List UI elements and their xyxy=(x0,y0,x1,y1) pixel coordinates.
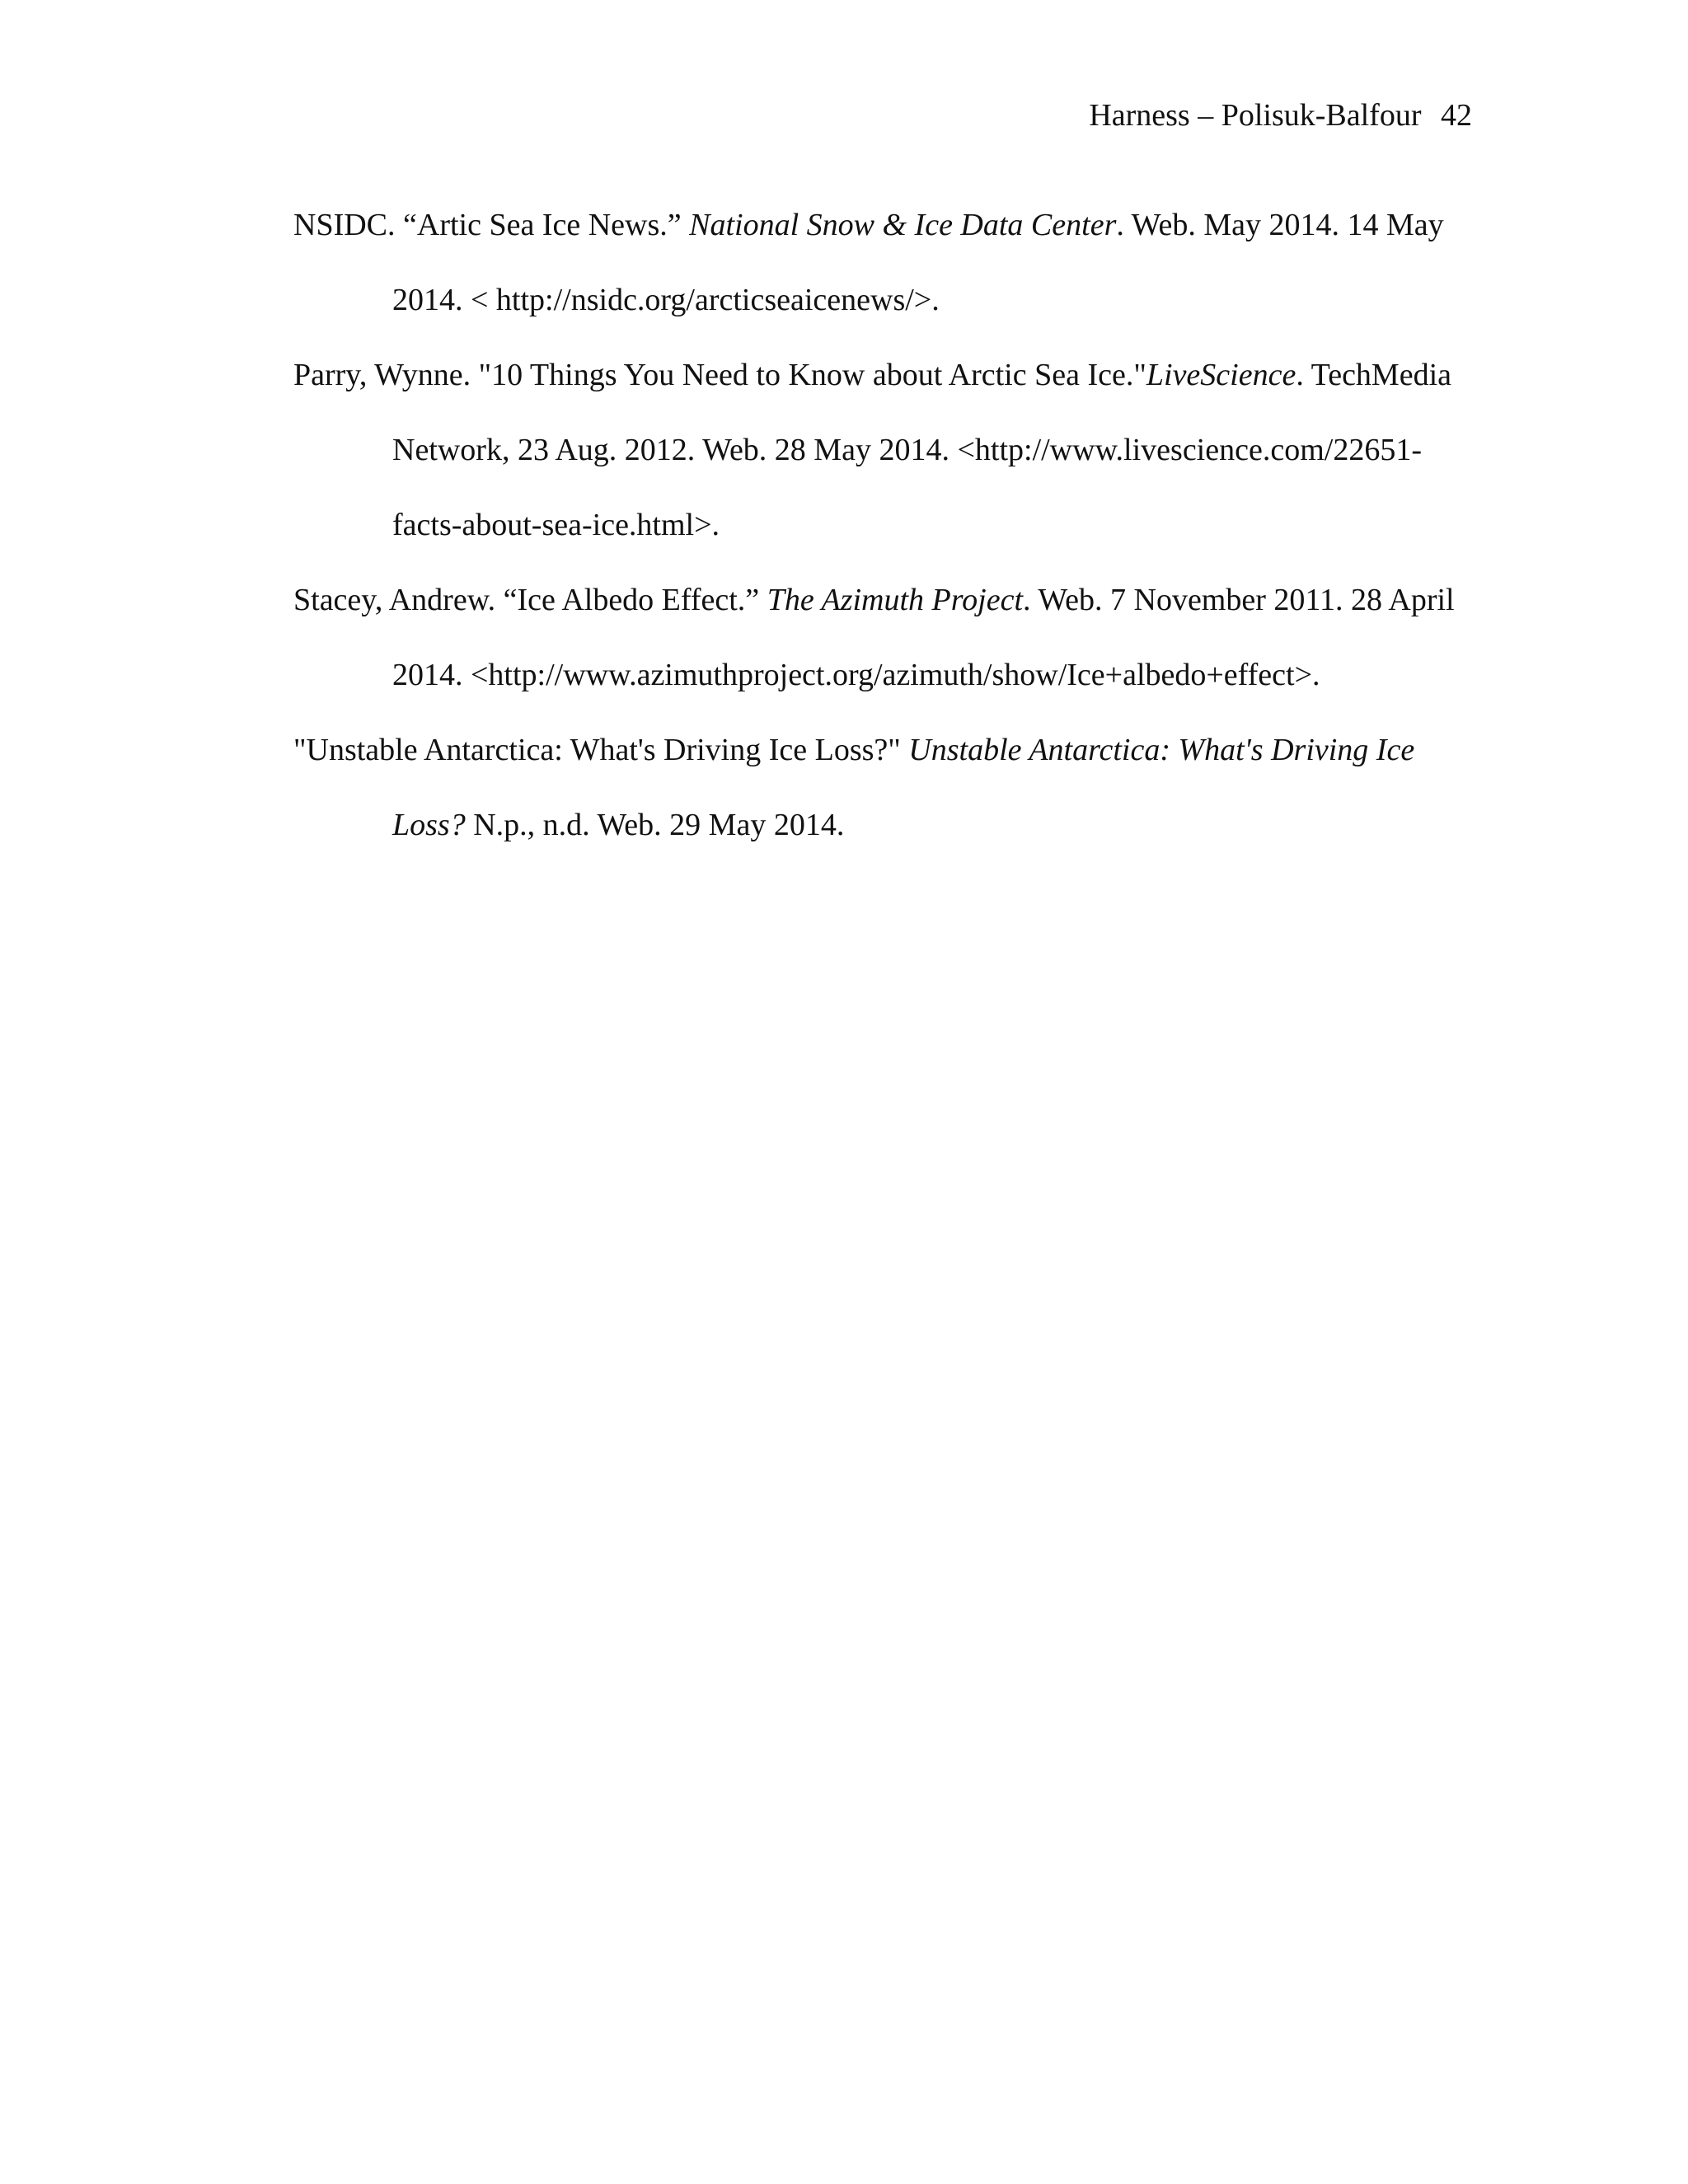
citation-parry xyxy=(293,338,1480,563)
page-number: 42 xyxy=(1441,98,1472,133)
citation-details: N.p., n.d. Web. 29 May 2014. xyxy=(465,808,845,842)
citation-source-title: Unstable Antarctica: What's Driving Ice Loss? xyxy=(392,733,1415,842)
citation-nsidc xyxy=(293,188,1480,338)
citation-source-title: The Azimuth Project xyxy=(767,583,1023,617)
works-cited-list xyxy=(293,188,1480,863)
citation-text: NSIDC. “Artic Sea Ice News.” xyxy=(293,208,690,242)
running-header xyxy=(1089,92,1472,138)
citation-stacey xyxy=(293,563,1480,713)
citation-details: . TechMedia Network, 23 Aug. 2012. Web. 28 May 2014. <http://www.livescience.com/22651-facts-about-sea-ice.html>. xyxy=(392,358,1452,542)
citation-text: Stacey, Andrew. “Ice Albedo Effect.” xyxy=(293,583,767,617)
citation-details: . Web. May 2014. 14 May 2014. < http://nsidc.org/arcticseaicenews/>. xyxy=(392,208,1444,317)
citation-source-title: National Snow & Ice Data Center xyxy=(689,208,1117,242)
citation-source-title: LiveScience xyxy=(1146,358,1296,392)
citation-unstable-antarctica xyxy=(293,713,1480,863)
citation-text: Parry, Wynne. "10 Things You Need to Know about Arctic Sea Ice." xyxy=(293,358,1146,392)
running-head-authors: Harness – Polisuk-Balfour xyxy=(1089,98,1422,133)
citation-details: . Web. 7 November 2011. 28 April 2014. <http://www.azimuthproject.org/azimuth/show/Ice+albedo+effect>. xyxy=(392,583,1455,692)
citation-text: "Unstable Antarctica: What's Driving Ice Loss?" xyxy=(293,733,909,767)
